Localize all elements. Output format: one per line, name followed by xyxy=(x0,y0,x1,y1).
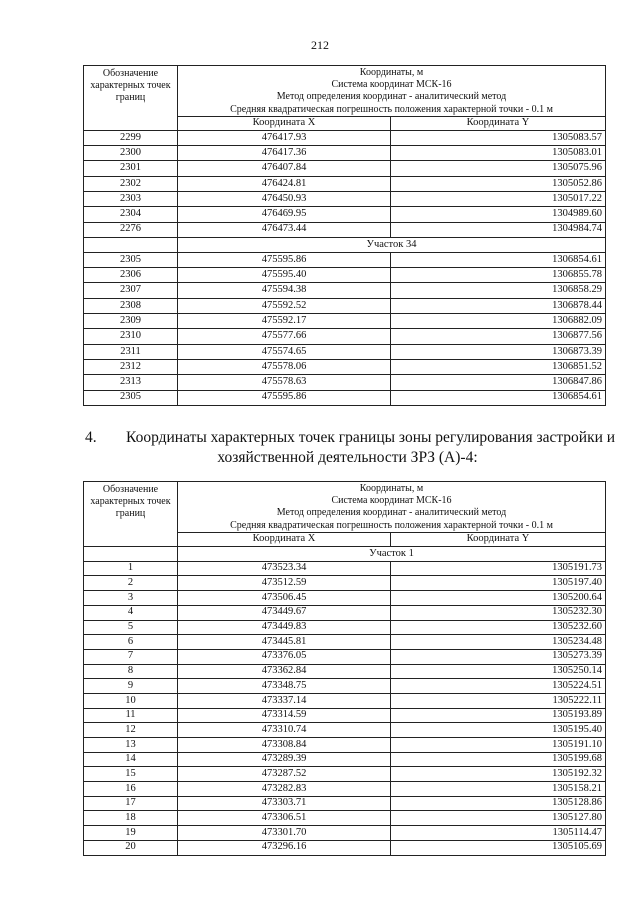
point-id-cell: 18 xyxy=(84,811,178,826)
determination-method: Метод определения координат - аналитический метод xyxy=(276,507,507,519)
coordinate-x-cell: 473445.81 xyxy=(178,635,391,650)
coordinate-y-cell: 1305224.51 xyxy=(391,679,606,694)
coordinate-x-cell: 473296.16 xyxy=(178,840,391,855)
section-number: 4. xyxy=(85,429,97,446)
coordinates-table-1 xyxy=(83,65,606,406)
point-id-cell: 19 xyxy=(84,826,178,841)
coordinate-y-cell: 1306851.52 xyxy=(391,359,606,374)
coordinate-x-cell: 475594.38 xyxy=(178,283,391,298)
table-row xyxy=(84,268,606,283)
coordinate-y-cell: 1305158.21 xyxy=(391,782,606,797)
point-id-cell: 2308 xyxy=(84,298,178,313)
point-id-cell: 2301 xyxy=(84,161,178,176)
coordinate-y-cell: 1304984.74 xyxy=(391,222,606,237)
coordinate-x-cell: 473337.14 xyxy=(178,693,391,708)
point-id-cell: 11 xyxy=(84,708,178,723)
point-id-cell: 2311 xyxy=(84,344,178,359)
section-title-line-2: хозяйственной деятельности ЗРЗ (А)-4: xyxy=(217,449,478,466)
coordinate-y-cell: 1305232.60 xyxy=(391,620,606,635)
table-row xyxy=(84,191,606,206)
coordinate-y-cell: 1306854.61 xyxy=(391,252,606,267)
point-id-cell: 7 xyxy=(84,649,178,664)
point-id-cell: 9 xyxy=(84,679,178,694)
section-title-line-1: Координаты характерных точек границы зоны регулирования застройки и xyxy=(126,429,616,446)
point-id-cell: 13 xyxy=(84,738,178,753)
table-row xyxy=(84,826,606,841)
table-row xyxy=(84,252,606,267)
table-row xyxy=(84,620,606,635)
coordinate-y-cell: 1305200.64 xyxy=(391,591,606,606)
coordinates-title: Координаты, м xyxy=(359,67,424,78)
coordinate-x-cell: 473301.70 xyxy=(178,826,391,841)
coordinate-y-cell: 1305114.47 xyxy=(391,826,606,841)
table-row xyxy=(84,207,606,222)
accuracy-note: Средняя квадратическая погрешность положения характерной точки - 0.1 м xyxy=(230,103,553,115)
table-row xyxy=(84,796,606,811)
coordinate-x-cell: 476450.93 xyxy=(178,191,391,206)
table-row xyxy=(84,591,606,606)
section-label: Участок 34 xyxy=(178,237,606,252)
coordinate-y-cell: 1306854.61 xyxy=(391,390,606,405)
table-row xyxy=(84,283,606,298)
section-row-blank xyxy=(84,237,178,252)
coordinate-y-cell: 1306855.78 xyxy=(391,268,606,283)
table-row xyxy=(84,811,606,826)
point-id-cell: 8 xyxy=(84,664,178,679)
coordinate-y-cell: 1305199.68 xyxy=(391,752,606,767)
coordinate-x-cell: 475577.66 xyxy=(178,329,391,344)
coordinate-y-cell: 1305017.22 xyxy=(391,191,606,206)
coordinate-x-cell: 473512.59 xyxy=(178,576,391,591)
coordinate-y-cell: 1305191.73 xyxy=(391,561,606,576)
point-id-cell: 10 xyxy=(84,693,178,708)
point-id-cell: 2305 xyxy=(84,390,178,405)
coordinate-x-cell: 473287.52 xyxy=(178,767,391,782)
coordinates-header xyxy=(178,482,606,533)
coordinate-y-cell: 1305195.40 xyxy=(391,723,606,738)
coordinate-x-cell: 475592.17 xyxy=(178,314,391,329)
coordinate-y-cell: 1305193.89 xyxy=(391,708,606,723)
coordinate-x-cell: 475578.63 xyxy=(178,375,391,390)
coordinate-y-cell: 1306882.09 xyxy=(391,314,606,329)
point-id-cell: 2305 xyxy=(84,252,178,267)
points-column-header: Обозначение характерных точек границ xyxy=(84,482,178,547)
coordinate-x-cell: 473449.67 xyxy=(178,605,391,620)
coordinate-y-cell: 1305232.30 xyxy=(391,605,606,620)
coordinate-y-cell: 1305083.01 xyxy=(391,146,606,161)
point-id-cell: 6 xyxy=(84,635,178,650)
point-id-cell: 2303 xyxy=(84,191,178,206)
coordinate-x-cell: 475595.86 xyxy=(178,252,391,267)
coordinate-x-cell: 475578.06 xyxy=(178,359,391,374)
coordinate-y-cell: 1305197.40 xyxy=(391,576,606,591)
coordinate-x-cell: 476473.44 xyxy=(178,222,391,237)
point-id-cell: 1 xyxy=(84,561,178,576)
point-id-cell: 2313 xyxy=(84,375,178,390)
coordinate-y-cell: 1305127.80 xyxy=(391,811,606,826)
coordinate-x-cell: 475592.52 xyxy=(178,298,391,313)
coordinate-x-cell: 476424.81 xyxy=(178,176,391,191)
coordinate-y-cell: 1306858.29 xyxy=(391,283,606,298)
point-id-cell: 16 xyxy=(84,782,178,797)
table-row xyxy=(84,708,606,723)
coordinates-title: Координаты, м xyxy=(359,483,424,494)
point-id-cell: 3 xyxy=(84,591,178,606)
table-row xyxy=(84,679,606,694)
point-id-cell: 15 xyxy=(84,767,178,782)
coordinate-y-cell: 1306847.86 xyxy=(391,375,606,390)
coordinates-header xyxy=(178,66,606,117)
coordinate-x-cell: 476417.93 xyxy=(178,130,391,145)
table-row xyxy=(84,161,606,176)
table-row xyxy=(84,723,606,738)
table-row xyxy=(84,649,606,664)
coordinate-system: Система координат МСК-16 xyxy=(331,495,452,507)
coordinate-x-cell: 473308.84 xyxy=(178,738,391,753)
point-id-cell: 20 xyxy=(84,840,178,855)
coordinate-system: Система координат МСК-16 xyxy=(331,79,452,91)
coordinate-x-cell: 473506.45 xyxy=(178,591,391,606)
point-id-cell: 2310 xyxy=(84,329,178,344)
coordinate-y-cell: 1305250.14 xyxy=(391,664,606,679)
page-number: 212 xyxy=(311,38,329,52)
table-row xyxy=(84,130,606,145)
points-column-header: Обозначение характерных точек границ xyxy=(84,66,178,131)
coordinate-y-cell: 1306877.56 xyxy=(391,329,606,344)
coordinate-y-cell: 1305191.10 xyxy=(391,738,606,753)
coordinate-y-cell: 1304989.60 xyxy=(391,207,606,222)
table-row xyxy=(84,314,606,329)
coordinate-y-cell: 1305083.57 xyxy=(391,130,606,145)
column-x-header: Координата X xyxy=(178,116,391,130)
coordinate-y-cell: 1305192.32 xyxy=(391,767,606,782)
coordinate-x-cell: 473314.59 xyxy=(178,708,391,723)
point-id-cell: 5 xyxy=(84,620,178,635)
table-row xyxy=(84,605,606,620)
table-row xyxy=(84,329,606,344)
point-id-cell: 2307 xyxy=(84,283,178,298)
column-x-header: Координата X xyxy=(178,532,391,546)
coordinates-table-2 xyxy=(83,481,606,856)
coordinate-y-cell: 1305222.11 xyxy=(391,693,606,708)
coordinate-x-cell: 476469.95 xyxy=(178,207,391,222)
point-id-cell: 2300 xyxy=(84,146,178,161)
point-id-cell: 2306 xyxy=(84,268,178,283)
table-row xyxy=(84,738,606,753)
point-id-cell: 2304 xyxy=(84,207,178,222)
section-row-blank xyxy=(84,546,178,561)
coordinate-x-cell: 473310.74 xyxy=(178,723,391,738)
table-row xyxy=(84,298,606,313)
point-id-cell: 2 xyxy=(84,576,178,591)
point-id-cell: 2309 xyxy=(84,314,178,329)
coordinate-x-cell: 473303.71 xyxy=(178,796,391,811)
coordinate-x-cell: 476407.84 xyxy=(178,161,391,176)
table-row xyxy=(84,635,606,650)
point-id-cell: 17 xyxy=(84,796,178,811)
column-y-header: Координата Y xyxy=(391,532,606,546)
table-row xyxy=(84,390,606,405)
table-row xyxy=(84,576,606,591)
table-row xyxy=(84,375,606,390)
point-id-cell: 4 xyxy=(84,605,178,620)
table-row xyxy=(84,146,606,161)
table-row xyxy=(84,359,606,374)
coordinate-x-cell: 475574.65 xyxy=(178,344,391,359)
table-row xyxy=(84,664,606,679)
table-row xyxy=(84,561,606,576)
table-row xyxy=(84,344,606,359)
coordinate-x-cell: 475595.86 xyxy=(178,390,391,405)
point-id-cell: 12 xyxy=(84,723,178,738)
coordinate-x-cell: 473289.39 xyxy=(178,752,391,767)
section-label: Участок 1 xyxy=(178,546,606,561)
table-row xyxy=(84,752,606,767)
coordinate-x-cell: 476417.36 xyxy=(178,146,391,161)
coordinate-y-cell: 1305273.39 xyxy=(391,649,606,664)
coordinate-y-cell: 1305234.48 xyxy=(391,635,606,650)
table-row xyxy=(84,767,606,782)
table-row xyxy=(84,840,606,855)
coordinate-y-cell: 1306878.44 xyxy=(391,298,606,313)
determination-method: Метод определения координат - аналитический метод xyxy=(276,91,507,103)
coordinate-y-cell: 1305128.86 xyxy=(391,796,606,811)
point-id-cell: 2276 xyxy=(84,222,178,237)
coordinate-x-cell: 473306.51 xyxy=(178,811,391,826)
table-row xyxy=(84,176,606,191)
table-row xyxy=(84,693,606,708)
table-row xyxy=(84,782,606,797)
coordinate-x-cell: 473362.84 xyxy=(178,664,391,679)
accuracy-note: Средняя квадратическая погрешность положения характерной точки - 0.1 м xyxy=(230,519,553,531)
coordinate-x-cell: 473282.83 xyxy=(178,782,391,797)
point-id-cell: 2312 xyxy=(84,359,178,374)
point-id-cell: 2299 xyxy=(84,130,178,145)
coordinate-x-cell: 473348.75 xyxy=(178,679,391,694)
coordinate-y-cell: 1305105.69 xyxy=(391,840,606,855)
point-id-cell: 2302 xyxy=(84,176,178,191)
column-y-header: Координата Y xyxy=(391,116,606,130)
coordinate-x-cell: 475595.40 xyxy=(178,268,391,283)
coordinate-x-cell: 473449.83 xyxy=(178,620,391,635)
point-id-cell: 14 xyxy=(84,752,178,767)
coordinate-y-cell: 1305052.86 xyxy=(391,176,606,191)
table-row xyxy=(84,222,606,237)
coordinate-x-cell: 473523.34 xyxy=(178,561,391,576)
coordinate-y-cell: 1306873.39 xyxy=(391,344,606,359)
coordinate-y-cell: 1305075.96 xyxy=(391,161,606,176)
coordinate-x-cell: 473376.05 xyxy=(178,649,391,664)
